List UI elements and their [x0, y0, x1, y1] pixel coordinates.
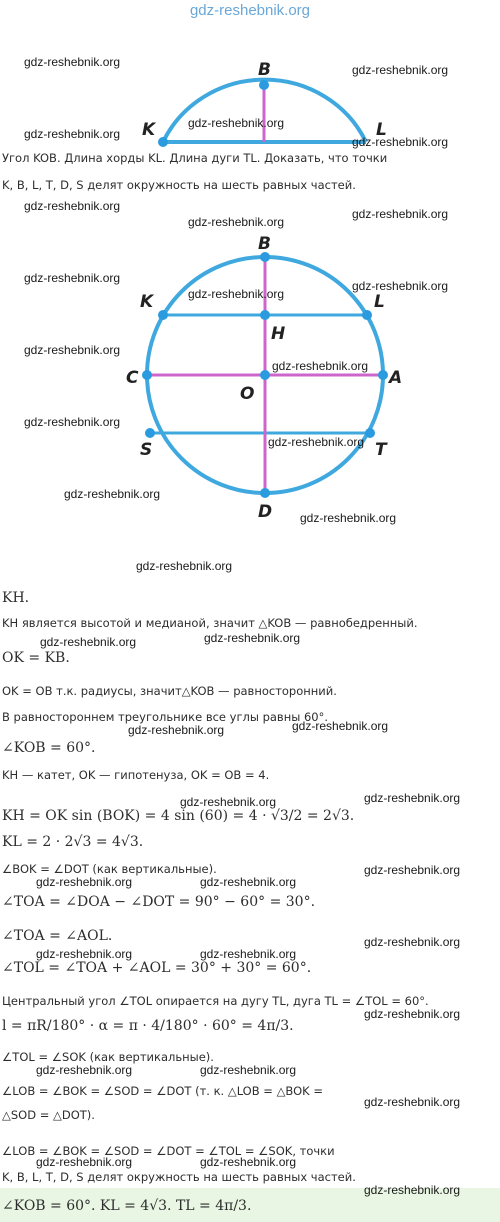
point-c [142, 370, 152, 380]
label-b: B [258, 234, 271, 254]
point-k [158, 310, 168, 320]
solution-line: ∠LOB = ∠BOK = ∠SOD = ∠DOT (т. к. △LOB = △BOK = [2, 1084, 323, 1098]
watermark: gdz-reshebnik.org [24, 271, 121, 285]
point-s [145, 428, 155, 438]
label-k: K [142, 120, 156, 140]
watermark: gdz-reshebnik.org [36, 1063, 133, 1077]
watermark: gdz-reshebnik.org [352, 279, 449, 293]
label-t: T [375, 440, 387, 460]
label-b: B [258, 60, 271, 80]
point-d [260, 488, 270, 498]
label-o: O [240, 384, 255, 404]
watermark: gdz-reshebnik.org [364, 935, 461, 949]
watermark: gdz-reshebnik.org [24, 415, 121, 429]
point-l [362, 310, 372, 320]
figure-circle-diagram [0, 225, 500, 525]
watermark: gdz-reshebnik.org [188, 215, 285, 229]
watermark: gdz-reshebnik.org [200, 1155, 297, 1169]
solution-line: ∠BOK = ∠DOT (как вертикальные). [2, 862, 217, 876]
watermark: gdz-reshebnik.org [272, 359, 369, 373]
watermark: gdz-reshebnik.org [64, 487, 161, 501]
watermark: gdz-reshebnik.org [136, 559, 233, 573]
watermark: gdz-reshebnik.org [128, 723, 225, 737]
solution-line: KL = 2 · 2√3 = 4√3. [2, 834, 144, 850]
solution-line: ∠LOB = ∠BOK = ∠SOD = ∠DOT = ∠TOL = ∠SOK, точки [2, 1144, 335, 1158]
watermark: gdz-reshebnik.org [188, 287, 285, 301]
site-watermark-top: gdz-reshebnik.org [189, 2, 311, 19]
label-s: S [140, 440, 153, 460]
watermark: gdz-reshebnik.org [352, 135, 449, 149]
watermark: gdz-reshebnik.org [36, 947, 133, 961]
label-l: L [376, 120, 387, 140]
watermark: gdz-reshebnik.org [188, 116, 285, 130]
label-a: A [389, 368, 403, 388]
solution-line: KH. [2, 590, 30, 606]
answer-header-line1: Угол KOB. Длина хорды KL. Длина дуги TL. Доказать, что точки [2, 151, 388, 165]
watermark: gdz-reshebnik.org [200, 947, 297, 961]
watermark: gdz-reshebnik.org [24, 199, 121, 213]
watermark: gdz-reshebnik.org [292, 719, 389, 733]
solution-line: △SOD = △DOT). [2, 1108, 95, 1122]
point-t [365, 428, 375, 438]
watermark: gdz-reshebnik.org [300, 511, 397, 525]
solution-line: OK = OB т.к. радиусы, значит△KOB — равносторонний. [2, 684, 337, 698]
watermark: gdz-reshebnik.org [200, 875, 297, 889]
watermark: gdz-reshebnik.org [364, 863, 461, 877]
label-k: K [140, 292, 154, 312]
solution-line: ∠TOL = ∠SOK (как вертикальные). [2, 1050, 214, 1064]
solution-line: KH = OK sin (BOK) = 4 sin (60) = 4 · √3/2 = 2√3. [2, 808, 355, 824]
solution-line: l = πR/180° · α = π · 4/180° · 60° = 4π/3. [2, 1018, 294, 1034]
point-b [259, 80, 269, 90]
watermark: gdz-reshebnik.org [24, 55, 121, 69]
watermark: gdz-reshebnik.org [204, 631, 301, 645]
solution-line: K, B, L, T, D, S делят окружность на шесть равных частей. [2, 1170, 356, 1184]
watermark: gdz-reshebnik.org [36, 1155, 133, 1169]
watermark: gdz-reshebnik.org [180, 795, 277, 809]
solution-line: ∠TOA = ∠DOA − ∠DOT = 90° − 60° = 30°. [2, 894, 316, 910]
watermark: gdz-reshebnik.org [352, 63, 449, 77]
watermark: gdz-reshebnik.org [24, 127, 121, 141]
solution-line: KH является высотой и медианой, значит △KOB — равнобедренный. [2, 616, 418, 630]
solution-line: ∠TOA = ∠AOL. [2, 928, 113, 944]
solution-line: В равностороннем треугольнике все углы равны 60°. [2, 710, 328, 724]
point-o [260, 370, 270, 380]
solution-line: Центральный угол ∠TOL опирается на дугу TL, дуга TL = ∠TOL = 60°. [2, 994, 429, 1008]
point-a [378, 370, 388, 380]
answer-header-line2: K, B, L, T, D, S делят окружность на шесть равных частей. [2, 178, 356, 192]
point-h [260, 310, 270, 320]
watermark: gdz-reshebnik.org [364, 1183, 461, 1197]
watermark: gdz-reshebnik.org [24, 343, 121, 357]
label-h: H [271, 324, 286, 344]
watermark: gdz-reshebnik.org [200, 1063, 297, 1077]
solution-line: ∠TOL = ∠TOA + ∠AOL = 30° + 30° = 60°. [2, 960, 312, 976]
solution-line: OK = KB. [2, 650, 70, 666]
watermark: gdz-reshebnik.org [36, 875, 133, 889]
final-answer: ∠KOB = 60°. KL = 4√3. TL = 4π/3. [2, 1198, 252, 1214]
point-k [158, 137, 168, 147]
watermark: gdz-reshebnik.org [268, 435, 365, 449]
watermark: gdz-reshebnik.org [364, 791, 461, 805]
watermark: gdz-reshebnik.org [364, 1095, 461, 1109]
label-d: D [258, 502, 273, 522]
solution-line: ∠KOB = 60°. [2, 740, 96, 756]
solution-line: KH — катет, OK — гипотенуза, OK = OB = 4. [2, 768, 270, 782]
watermark: gdz-reshebnik.org [40, 635, 137, 649]
watermark: gdz-reshebnik.org [364, 1007, 461, 1021]
label-c: C [126, 368, 139, 388]
watermark: gdz-reshebnik.org [352, 207, 449, 221]
label-l: L [374, 292, 385, 312]
